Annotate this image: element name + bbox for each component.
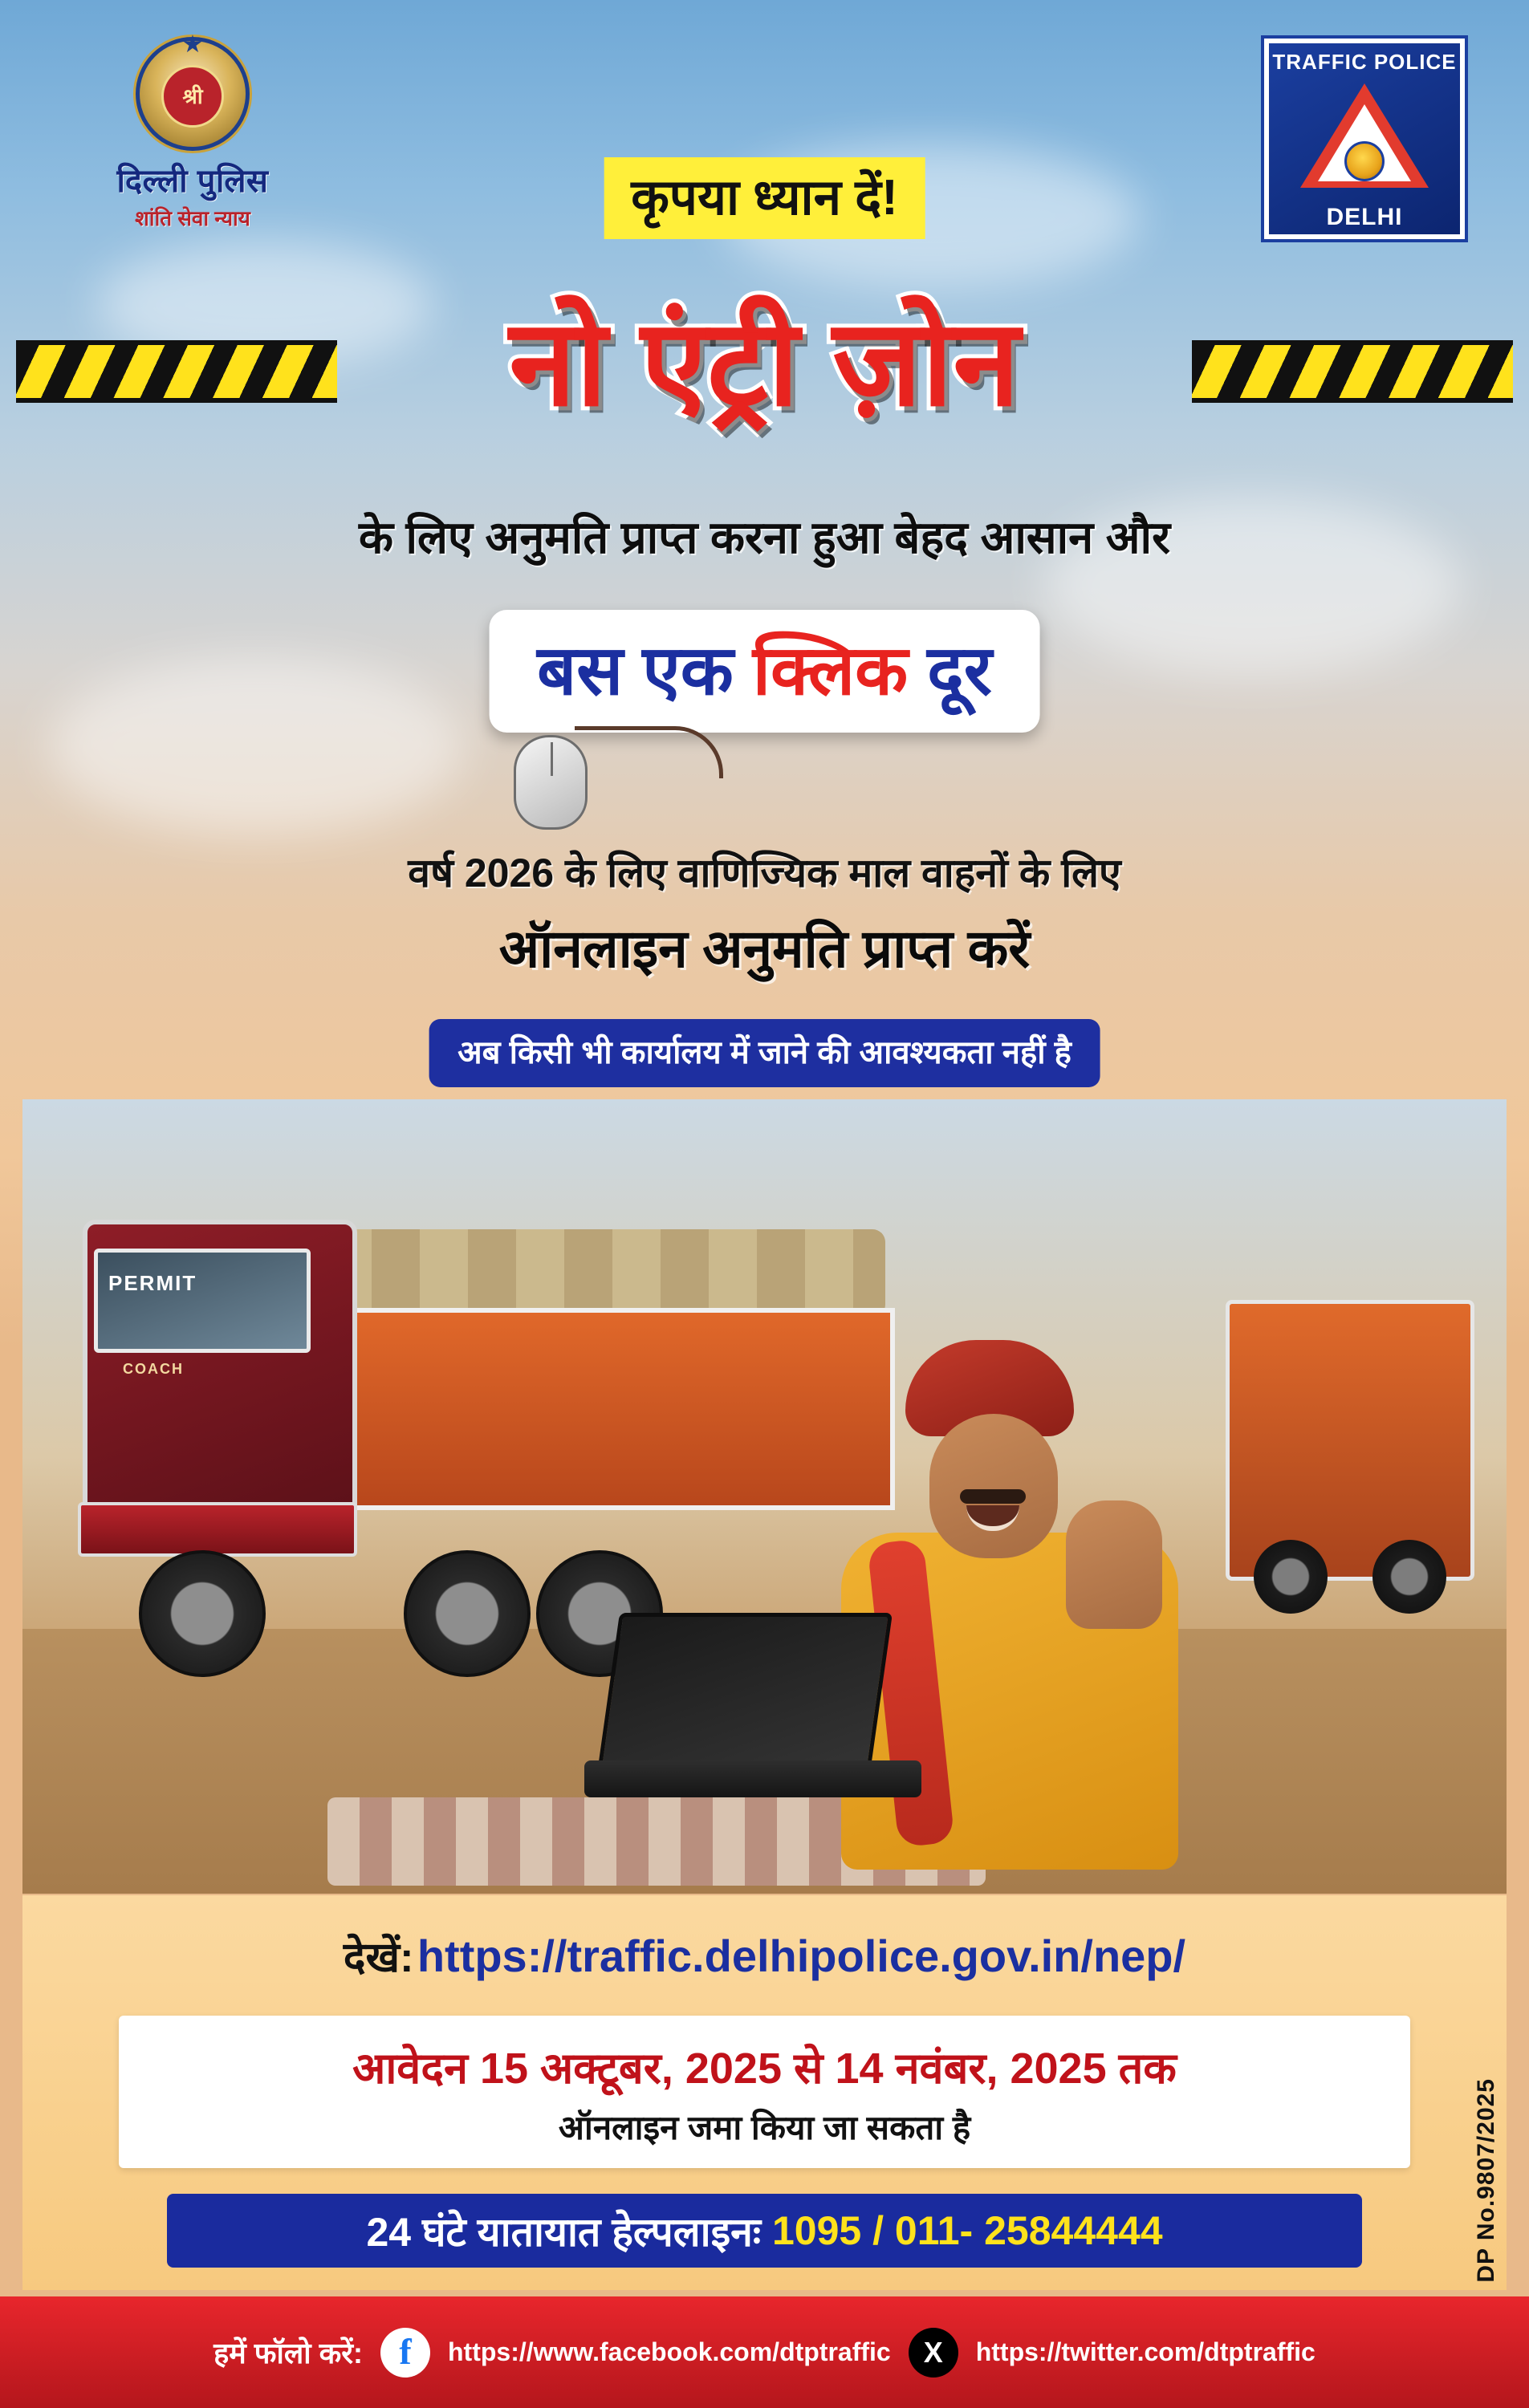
truck-wheel: [139, 1550, 266, 1677]
application-window-note: ऑनलाइन जमा किया जा सकता है: [558, 2109, 971, 2146]
click-suffix: दूर: [908, 632, 992, 709]
delhi-police-motto: शांति सेवा न्याय: [135, 206, 250, 230]
helpline-numbers[interactable]: 1095 / 011- 25844444: [771, 2208, 1163, 2253]
application-window-box: [119, 2016, 1410, 2168]
follow-label: हमें फॉलो करें:: [213, 2337, 363, 2369]
moustache: [960, 1489, 1026, 1504]
emblem-center-text: श्री: [161, 65, 224, 128]
click-red-word: क्लिक: [752, 632, 909, 709]
dp-number: DP No.9807/2025: [1473, 2078, 1499, 2283]
laptop-screen: [597, 1613, 893, 1773]
website-url[interactable]: https://traffic.delhipolice.gov.in/nep/: [417, 1931, 1186, 1981]
thumbs-up-hand: [1066, 1500, 1162, 1629]
headline-subline: के लिए अनुमति प्राप्त करना हुआ बेहद आसान और: [358, 512, 1170, 562]
twitter-url[interactable]: https://twitter.com/dtptraffic: [975, 2337, 1316, 2366]
one-click-box: [489, 610, 1040, 733]
see-label: देखें:: [343, 1935, 414, 1981]
website-line: [22, 1927, 1507, 1984]
laptop-base: [584, 1760, 921, 1797]
face: [929, 1414, 1058, 1558]
traffic-police-delhi-logo-icon: [1264, 39, 1465, 239]
computer-mouse-icon: [514, 735, 588, 830]
social-footer: [0, 2296, 1529, 2408]
info-panel: [22, 1895, 1507, 2290]
year-line: वर्ष 2026 के लिए वाणिज्यिक माल वाहनों के लिए: [408, 851, 1121, 895]
main-headline: नो एंट्री ज़ोन: [509, 295, 1020, 430]
truck-windshield: [94, 1249, 311, 1353]
delhi-police-emblem-icon: ★ श्री: [132, 34, 253, 154]
photo-truck-and-man: [22, 1099, 1507, 1894]
signal-lamp-icon: [1344, 141, 1385, 181]
online-permit-line: ऑनलाइन अनुमति प्राप्त करें: [498, 919, 1031, 978]
facebook-icon[interactable]: f: [380, 2328, 430, 2378]
truck-bumper: [78, 1502, 357, 1557]
click-prefix: बस एक: [537, 632, 753, 709]
cargo-sacks: [323, 1229, 885, 1318]
application-window-dates: आवेदन 15 अक्टूबर, 2025 से 14 नवंबर, 2025 तक: [352, 2045, 1177, 2093]
facebook-url[interactable]: https://www.facebook.com/dtptraffic: [447, 2337, 891, 2366]
traffic-police-bottom-text: DELHI: [1326, 204, 1403, 230]
cargo-body: [307, 1308, 895, 1510]
cloud-decoration: [48, 658, 466, 834]
attention-banner: कृपया ध्यान दें!: [604, 157, 925, 239]
helpline-bar: [167, 2194, 1362, 2268]
traffic-police-top-text: TRAFFIC POLICE: [1272, 50, 1457, 74]
laptop-image: [584, 1613, 921, 1797]
truck-wheel: [404, 1550, 531, 1677]
delhi-police-title: दिल्ली पुलिस: [116, 164, 269, 199]
second-truck-image: [1226, 1300, 1474, 1581]
delhi-police-logo: [76, 31, 309, 232]
truck-permit-text: PERMIT: [108, 1271, 197, 1295]
helpline-label: 24 घंटे यातायात हेल्पलाइनः: [366, 2210, 761, 2255]
mouse-cord-decoration: [575, 726, 723, 778]
truck-coach-text: COACH: [123, 1361, 184, 1377]
x-twitter-icon[interactable]: X: [909, 2328, 958, 2378]
no-office-badge: अब किसी भी कार्यालय में जाने की आवश्यकता नहीं है: [429, 1019, 1100, 1087]
